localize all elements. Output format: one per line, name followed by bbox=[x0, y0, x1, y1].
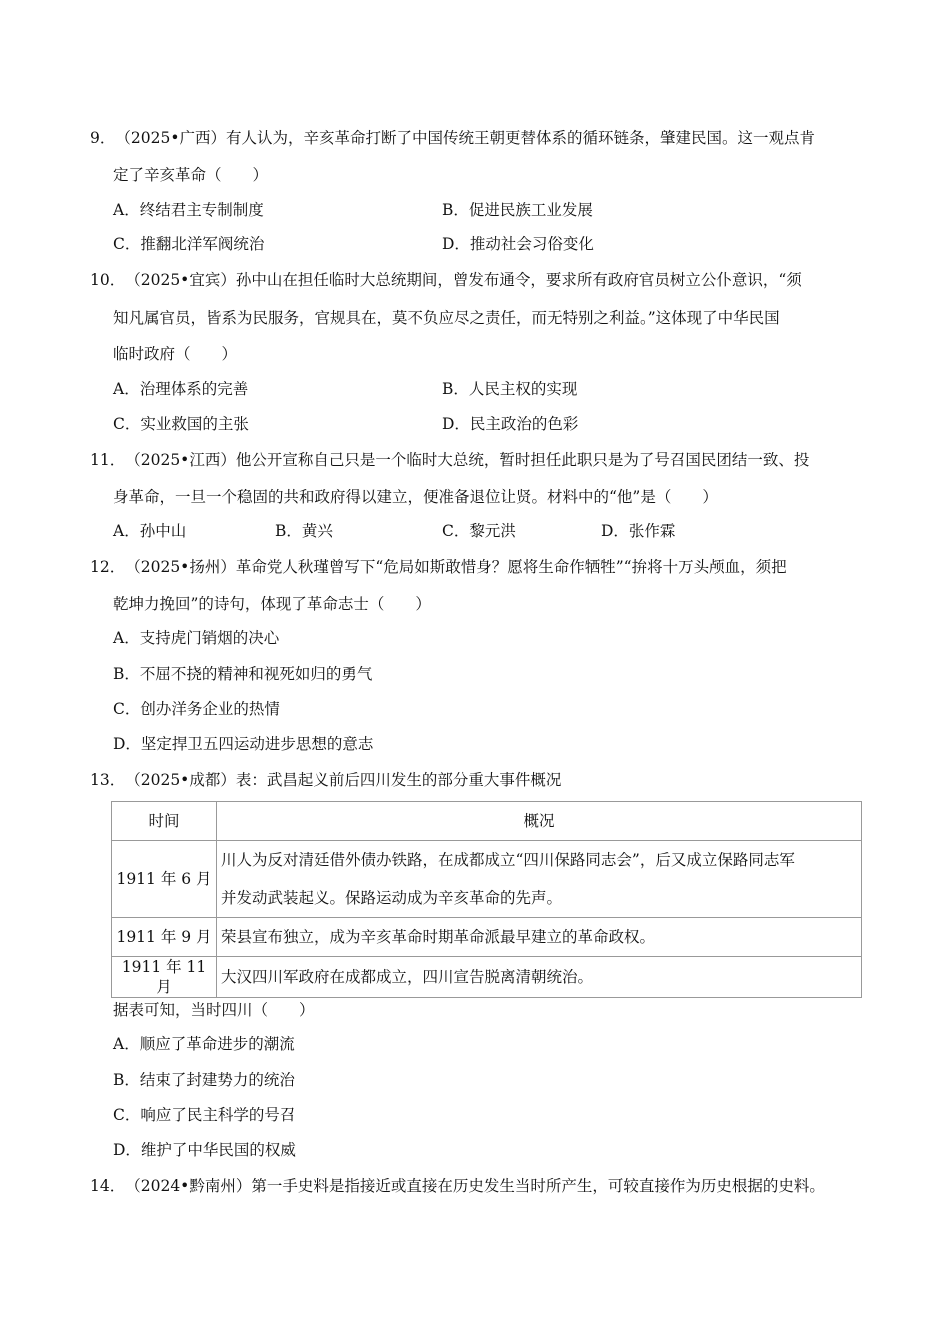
option-d[interactable]: D．张作霖 bbox=[601, 522, 676, 540]
option-b[interactable]: B．促进民族工业发展 bbox=[442, 201, 593, 219]
question-stem-after: 据表可知，当时四川（ ） bbox=[113, 1001, 315, 1019]
option-a[interactable]: A．支持虎门销烟的决心 bbox=[113, 629, 280, 647]
question-stem-line: 定了辛亥革命（ ） bbox=[113, 166, 269, 184]
question-stem-line: （2024•黔南州）第一手史料是指接近或直接在历史发生当时所产生，可较直接作为历史根据的史料。 bbox=[125, 1177, 825, 1195]
question-number: 9． bbox=[90, 129, 116, 147]
option-a[interactable]: A．治理体系的完善 bbox=[113, 380, 249, 398]
question-stem-line: 乾坤力挽回”的诗句，体现了革命志士（ ） bbox=[113, 595, 431, 613]
option-c[interactable]: C．推翻北洋军阀统治 bbox=[113, 235, 265, 253]
question-stem-line: 临时政府（ ） bbox=[113, 345, 238, 363]
question-number: 12． bbox=[90, 558, 126, 576]
table-cell-time: 1911 年 9 月 bbox=[112, 918, 217, 957]
option-a[interactable]: A．顺应了革命进步的潮流 bbox=[113, 1035, 295, 1053]
option-a[interactable]: A．孙中山 bbox=[113, 522, 187, 540]
option-b[interactable]: B．结束了封建势力的统治 bbox=[113, 1071, 295, 1089]
option-b[interactable]: B．黄兴 bbox=[275, 522, 333, 540]
question-number: 11． bbox=[90, 451, 126, 469]
option-c[interactable]: C．响应了民主科学的号召 bbox=[113, 1106, 296, 1124]
question-number: 14． bbox=[90, 1177, 126, 1195]
option-a[interactable]: A．终结君主专制制度 bbox=[113, 201, 264, 219]
table-cell-summary bbox=[217, 841, 862, 918]
table-cell-summary: 大汉四川军政府在成都成立，四川宣告脱离清朝统治。 bbox=[217, 957, 862, 998]
option-c[interactable]: C．黎元洪 bbox=[442, 522, 516, 540]
table-cell-summary: 荣县宣布独立，成为辛亥革命时期革命派最早建立的革命政权。 bbox=[217, 918, 862, 957]
question-stem-line: （2025•江西）他公开宣称自己只是一个临时大总统，暂时担任此职只是为了号召国民团结一致、投 bbox=[125, 451, 810, 469]
question-stem-line: （2025•成都）表：武昌起义前后四川发生的部分重大事件概况 bbox=[125, 771, 562, 789]
option-b[interactable]: B．不屈不挠的精神和视死如归的勇气 bbox=[113, 665, 373, 683]
question-stem-line: （2025•扬州）革命党人秋瑾曾写下“危局如斯敢惜身？愿将生命作牺牲”“拚将十万头颅血，须把 bbox=[125, 558, 787, 576]
table-row bbox=[112, 841, 862, 918]
table-header-summary: 概况 bbox=[217, 802, 862, 841]
question-stem-line: （2025•广西）有人认为，辛亥革命打断了中国传统王朝更替体系的循环链条，肇建民国。这一观点肯 bbox=[115, 129, 815, 147]
question-stem-line: 知凡属官员，皆系为民服务，官规具在，莫不负应尽之责任，而无特别之利益。”这体现了中华民国 bbox=[113, 309, 780, 327]
table-header-time: 时间 bbox=[112, 802, 217, 841]
question-stem-line: 身革命，一旦一个稳固的共和政府得以建立，便准备退位让贤。材料中的“他”是（ ） bbox=[113, 488, 718, 506]
table-row bbox=[112, 957, 862, 998]
option-d[interactable]: D．坚定捍卫五四运动进步思想的意志 bbox=[113, 735, 374, 753]
table-cell-time: 1911 年 6 月 bbox=[112, 841, 217, 918]
option-c[interactable]: C．创办洋务企业的热情 bbox=[113, 700, 280, 718]
question-stem-line: （2025•宜宾）孙中山在担任临时大总统期间，曾发布通令，要求所有政府官员树立公仆意识，“须 bbox=[125, 271, 802, 289]
summary-line: 并发动武装起义。保路运动成为辛亥革命的先声。 bbox=[221, 889, 563, 907]
table-cell-time: 1911 年 11 月 bbox=[112, 957, 217, 998]
table-header-row bbox=[112, 802, 862, 841]
events-table bbox=[111, 801, 862, 998]
option-c[interactable]: C．实业救国的主张 bbox=[113, 415, 249, 433]
summary-line: 川人为反对清廷借外债办铁路，在成都成立“四川保路同志会”，后又成立保路同志军 bbox=[221, 851, 795, 869]
question-number: 13． bbox=[90, 771, 126, 789]
option-b[interactable]: B．人民主权的实现 bbox=[442, 380, 578, 398]
option-d[interactable]: D．推动社会习俗变化 bbox=[442, 235, 594, 253]
option-d[interactable]: D．维护了中华民国的权威 bbox=[113, 1141, 296, 1159]
table-row bbox=[112, 918, 862, 957]
question-number: 10． bbox=[90, 271, 126, 289]
option-d[interactable]: D．民主政治的色彩 bbox=[442, 415, 579, 433]
